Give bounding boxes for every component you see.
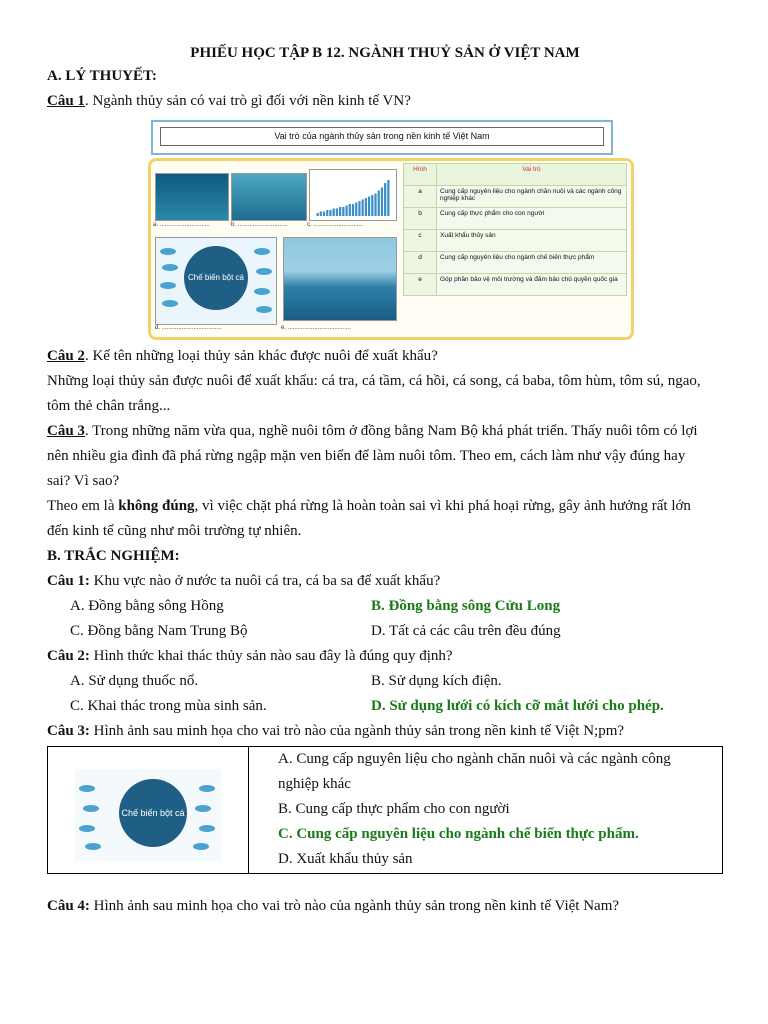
question-2: Câu 2. Kể tên những loại thủy sản khác được nuôi để xuất khẩu? (47, 348, 438, 364)
option-d: D. Xuất khẩu thủy sản (278, 851, 413, 867)
option-b: B. Sử dụng kích điện. (371, 673, 502, 689)
table-header-row (404, 164, 627, 186)
option-a: A. Cung cấp nguyên liệu cho ngành chăn nuôi và các ngành công (278, 751, 671, 767)
bar (339, 207, 341, 216)
answer-2-line-2: tôm thẻ chân trắng... (47, 398, 171, 414)
mc-question-2: Câu 2: Hình thức khai thác thủy sản nào sau đây là đúng quy định? (47, 648, 453, 664)
fish-school-photo (231, 173, 307, 221)
infographic-panel (148, 158, 634, 340)
fishmeal-illustration (155, 237, 277, 325)
mc-question-1: Câu 1: Khu vực nào ở nước ta nuôi cá tra, cá ba sa để xuất khẩu? (47, 573, 441, 589)
fish-icon (199, 825, 215, 832)
bar (342, 207, 344, 216)
table-cell: e (404, 274, 437, 296)
bar (358, 201, 360, 216)
mc-question-4: Câu 4: Hình ảnh sau minh họa cho vai trò nào của ngành thủy sản trong nền kinh tế Việt Nam? (47, 898, 620, 914)
fish-icon (199, 785, 215, 792)
answer-3: Theo em là không đúng, vì việc chặt phá rừng là hoàn toàn sai vì khi phá hoại rừng, gây ảnh hưởng rất lớn (47, 498, 691, 514)
option-c: C. Đồng bằng Nam Trung Bộ (70, 623, 248, 639)
mc-3-options (249, 747, 722, 873)
table-row (404, 252, 627, 274)
option-b-correct: B. Đồng bằng sông Cửu Long (371, 598, 561, 614)
answer-2-line-1: Những loại thủy sản được nuôi để xuất khẩu: cá tra, cá tầm, cá hồi, cá song, cá baba, tôm hùm, tôm sú, ngao, (47, 373, 701, 389)
blank-b: b. .............................. (231, 222, 288, 228)
blank-c: c. .............................. (307, 222, 364, 228)
table-row (404, 208, 627, 230)
sea-cage-photo (283, 237, 397, 321)
bar (378, 191, 380, 217)
question-3-line-2: nên nhiều gia đình đã phá rừng ngập mặn ven biển để làm nuôi tôm. Theo em, cách làm như vậy đúng hay (47, 448, 686, 464)
bar (326, 210, 328, 216)
mc-3-box (47, 746, 723, 874)
fish-icon (162, 300, 178, 307)
bar (349, 204, 351, 216)
fishmeal-thumbnail (75, 769, 221, 861)
bar (320, 212, 322, 217)
fish-icon (79, 785, 95, 792)
mc-2-options (47, 669, 723, 719)
blank-a: a. .............................. (153, 222, 210, 228)
fish-icon (195, 805, 211, 812)
bar (365, 198, 367, 216)
bar (368, 197, 370, 217)
fishmeal-circle: Chế biến bột cá (184, 246, 248, 310)
option-a: A. Đồng bằng sông Hồng (70, 598, 224, 614)
infographic-header: Vai trò của ngành thủy sản trong nền kinh tế Việt Nam (151, 120, 613, 155)
bar (381, 188, 383, 217)
mc-1-options (47, 594, 723, 644)
option-d: D. Tất cả các câu trên đều đúng (371, 623, 561, 639)
table-cell: a (404, 186, 437, 208)
bar (384, 183, 386, 216)
table-cell: Cung cấp nguyên liệu cho ngành chăn nuôi và các ngành công nghiệp khác (437, 186, 627, 208)
option-c-correct: C. Cung cấp nguyên liệu cho ngành chế biến thực phẩm. (278, 826, 639, 842)
fish-icon (254, 248, 270, 255)
option-c: C. Khai thác trong mùa sinh sản. (70, 698, 267, 714)
table-cell: c (404, 230, 437, 252)
table-row (404, 186, 627, 208)
answer-3-line-2: đến kinh tế cũng như môi trường tự nhiên. (47, 523, 302, 539)
page-title: PHIẾU HỌC TẬP B 12. NGÀNH THUỶ SẢN Ở VIỆT NAM (190, 45, 580, 61)
bar (352, 204, 354, 216)
bar (345, 206, 347, 217)
fish-icon (79, 825, 95, 832)
blank-e: e. ...................................... (281, 325, 352, 331)
option-b: B. Cung cấp thực phẩm cho con người (278, 801, 510, 817)
question-3: Câu 3. Trong những năm vừa qua, nghề nuôi tôm ở đồng bằng Nam Bộ khá phát triển. Thấy nuôi tôm có lợi (47, 423, 698, 439)
roles-table (403, 163, 627, 296)
fish-icon (85, 843, 101, 850)
blank-d: d. .................................... (155, 325, 222, 331)
table-cell: Xuất khẩu thủy sản (437, 230, 627, 252)
bar (355, 203, 357, 217)
bar (323, 212, 325, 217)
bar (374, 194, 376, 217)
bar (371, 195, 373, 216)
bar-chart-svg (310, 170, 396, 220)
table-row (404, 274, 627, 296)
worksheet (47, 40, 723, 919)
fish-icon (193, 843, 209, 850)
fish-icon (160, 282, 176, 289)
table-row (404, 230, 627, 252)
fish-icon (254, 288, 270, 295)
option-a: A. Sử dụng thuốc nổ. (70, 673, 199, 689)
table-cell: Hình (404, 164, 437, 186)
question-1: Câu 1. Ngành thủy sản có vai trò gì đối với nền kinh tế VN? (47, 93, 411, 109)
fishmeal-circle: Chế biến bột cá (119, 779, 187, 847)
section-b-heading: B. TRẮC NGHIỆM: (47, 548, 180, 564)
table-cell: Cung cấp nguyên liệu cho ngành chế biến thực phẩm (437, 252, 627, 274)
bar (317, 213, 319, 216)
question-3-line-3: sai? Vì sao? (47, 473, 120, 489)
bar (387, 180, 389, 216)
table-cell: Góp phần bảo vệ môi trường và đảm bảo chủ quyền quốc gia (437, 274, 627, 296)
bar (362, 200, 364, 217)
table-cell: Cung cấp thực phẩm cho con người (437, 208, 627, 230)
export-bar-chart (309, 169, 397, 221)
fish-icon (256, 268, 272, 275)
fish-icon (162, 264, 178, 271)
bar (336, 209, 338, 217)
table-cell: Vai trò (437, 164, 627, 186)
table-cell: d (404, 252, 437, 274)
fish-icon (83, 805, 99, 812)
option-d-correct: D. Sử dụng lưới có kích cỡ mắt lưới cho phép. (371, 698, 664, 714)
section-a-heading: A. LÝ THUYẾT: (47, 68, 157, 84)
fish-icon (256, 306, 272, 313)
bar (333, 209, 335, 217)
fish-cage-photo (155, 173, 229, 221)
table-cell: b (404, 208, 437, 230)
option-a-cont: nghiệp khác (278, 776, 351, 792)
mc-3-image-cell (48, 747, 249, 873)
bar (329, 210, 331, 216)
roles-infographic (148, 120, 634, 338)
mc-question-3: Câu 3: Hình ảnh sau minh họa cho vai trò nào của ngành thủy sản trong nền kinh tế Việt N;pm? (47, 723, 625, 739)
fish-icon (160, 248, 176, 255)
